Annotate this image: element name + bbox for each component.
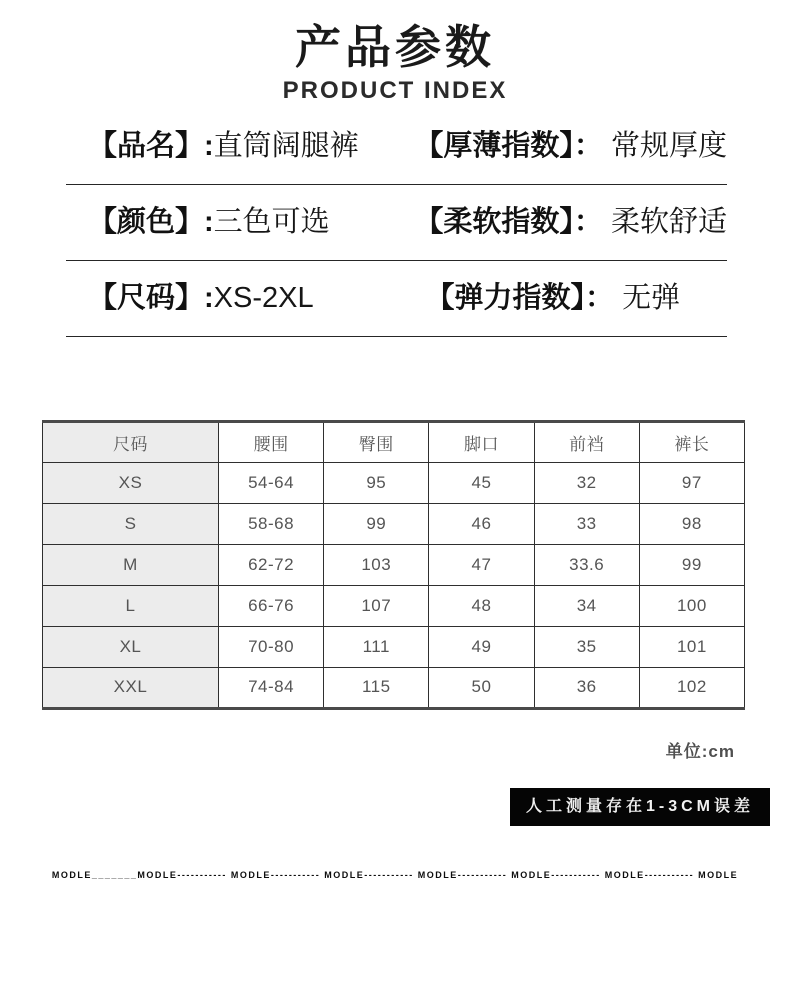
cell-pants-length: 100 [639,585,744,626]
cell-hip: 111 [324,626,429,667]
disclaimer-row [0,788,790,826]
cell-front-rise: 35 [534,626,639,667]
cell-size: XL [43,626,219,667]
cell-leg-opening: 49 [429,626,534,667]
attr-value: 直筒阔腿裤 [213,129,359,162]
page-header [0,0,790,105]
cell-hip: 107 [324,585,429,626]
cell-waist: 70-80 [219,626,324,667]
attr-softness-index [385,199,727,246]
table-row [43,462,745,503]
page-title: 产品参数 [295,21,495,73]
cell-front-rise: 34 [534,585,639,626]
cell-waist: 62-72 [219,544,324,585]
attr-value: 三色可选 [213,205,330,238]
cell-leg-opening: 50 [429,667,534,708]
unit-note: 单位:cm [665,741,735,761]
cell-pants-length: 98 [639,503,744,544]
cell-hip: 103 [324,544,429,585]
table-row [43,667,745,708]
page-subtitle: PRODUCT INDEX [282,76,508,104]
cell-pants-length: 102 [639,667,744,708]
attr-value: 柔软舒适 [610,205,727,238]
size-chart-table [42,420,745,710]
cell-size: XS [43,462,219,503]
attr-color [66,199,385,246]
attr-elasticity-index [397,275,728,322]
attr-label: 【品名】: [88,129,214,162]
attr-label: 【尺码】: [88,281,214,314]
cell-waist: 58-68 [219,503,324,544]
cell-hip: 115 [324,667,429,708]
cell-pants-length: 97 [639,462,744,503]
col-header-waist: 腰围 [219,421,324,462]
attr-value: 无弹 [622,281,681,314]
cell-leg-opening: 47 [429,544,534,585]
cell-leg-opening: 46 [429,503,534,544]
footer-watermark: MODLE_______MODLE----------- MODLE----------- MODLE----------- MODLE----------- MODLE----------- MODLE----------- MODLE [51,869,739,880]
measurement-disclaimer: 人工测量存在1-3CM误差 [510,788,770,826]
cell-leg-opening: 45 [429,462,534,503]
col-header-front-rise: 前裆 [534,421,639,462]
table-row [43,626,745,667]
col-header-pants-length: 裤长 [639,421,744,462]
col-header-size: 尺码 [43,421,219,462]
attribute-row-color-softness [66,185,727,261]
attr-size-range [66,275,397,322]
table-row [43,503,745,544]
attr-label: 【柔软指数】： [414,205,603,238]
cell-size: L [43,585,219,626]
cell-size: S [43,503,219,544]
attribute-row-name-thickness [66,109,727,185]
cell-waist: 74-84 [219,667,324,708]
col-header-leg-opening: 脚口 [429,421,534,462]
attr-label: 【厚薄指数】： [414,129,603,162]
cell-pants-length: 99 [639,544,744,585]
size-chart-header-row [43,421,745,462]
table-row [43,585,745,626]
cell-size: XXL [43,667,219,708]
cell-waist: 54-64 [219,462,324,503]
attr-product-name [66,123,385,170]
attr-value: XS-2XL [213,281,314,314]
cell-hip: 95 [324,462,429,503]
col-header-hip: 臀围 [324,421,429,462]
attr-thickness-index [385,123,727,170]
cell-hip: 99 [324,503,429,544]
attr-value: 常规厚度 [610,129,727,162]
attr-label: 【颜色】: [88,205,214,238]
table-row [43,544,745,585]
attribute-row-size-elasticity [66,261,727,337]
cell-front-rise: 36 [534,667,639,708]
cell-leg-opening: 48 [429,585,534,626]
product-attributes [66,109,727,337]
cell-front-rise: 32 [534,462,639,503]
cell-front-rise: 33.6 [534,544,639,585]
attr-label: 【弹力指数】： [425,281,615,314]
cell-pants-length: 101 [639,626,744,667]
cell-size: M [43,544,219,585]
cell-front-rise: 33 [534,503,639,544]
cell-waist: 66-76 [219,585,324,626]
